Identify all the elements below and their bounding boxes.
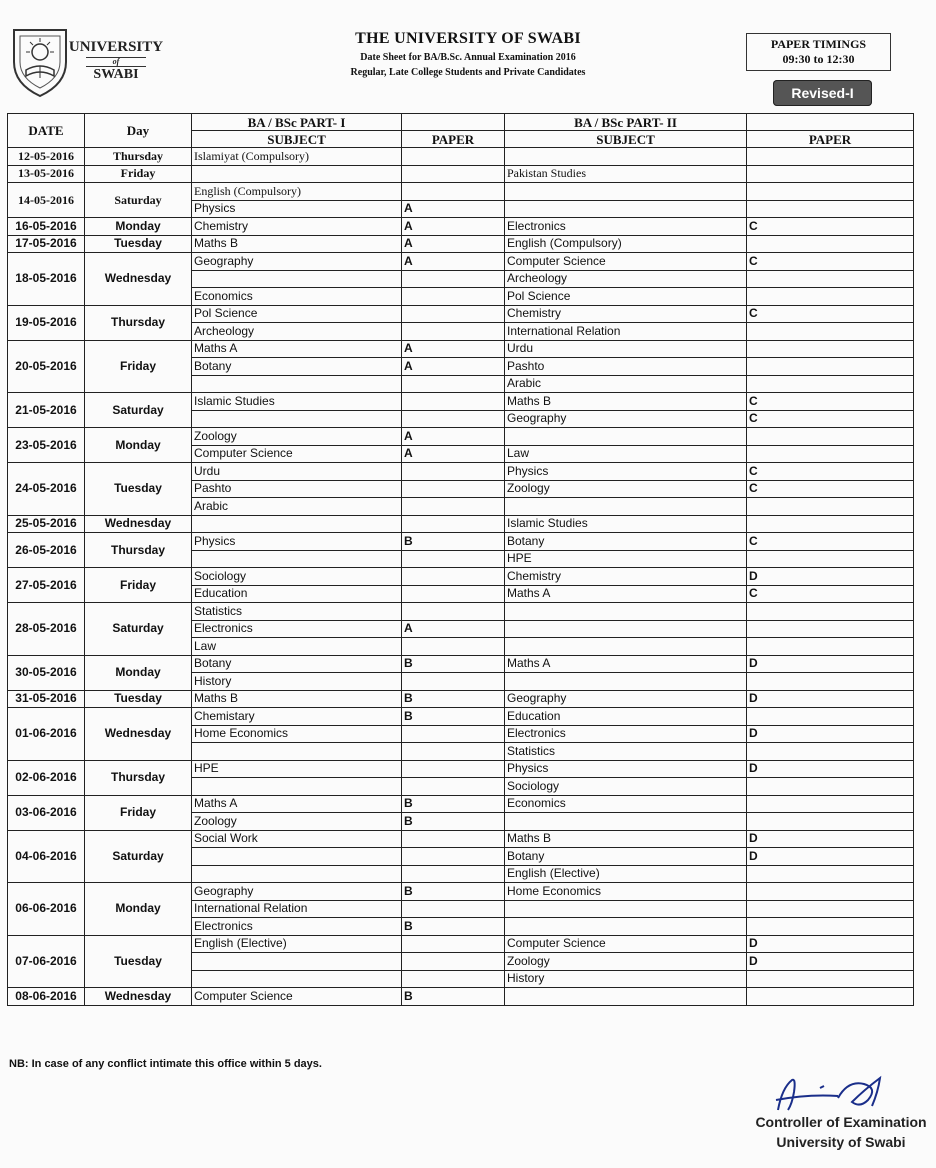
table-row — [8, 183, 914, 201]
part-2-subject-cell: Botany — [505, 533, 747, 551]
part-2-subject-cell: Electronics — [505, 218, 747, 236]
exam-day-cell: Wednesday — [85, 253, 192, 306]
part-2-paper-cell: D — [747, 830, 914, 848]
table-row — [8, 935, 914, 953]
exam-date-cell: 02-06-2016 — [8, 760, 85, 795]
part-1-paper-cell: A — [402, 340, 505, 358]
table-row — [8, 690, 914, 708]
logo-line-university: UNIVERSITY — [68, 39, 164, 55]
exam-date-cell: 13-05-2016 — [8, 165, 85, 183]
part-2-paper-cell — [747, 183, 914, 201]
part-1-paper-cell — [402, 323, 505, 341]
part-2-paper-cell — [747, 165, 914, 183]
part-2-subject-cell: Zoology — [505, 480, 747, 498]
part-1-paper-cell: A — [402, 620, 505, 638]
part-1-subject-cell: Zoology — [192, 428, 402, 446]
part-2-subject-cell: Physics — [505, 463, 747, 481]
part-2-paper-cell — [747, 918, 914, 936]
part-1-subject-cell — [192, 165, 402, 183]
exam-day-cell: Tuesday — [85, 235, 192, 253]
part-2-subject-cell — [505, 988, 747, 1006]
part-1-subject-cell: Law — [192, 638, 402, 656]
header-part-1-paper-top — [402, 114, 505, 131]
part-2-paper-cell: D — [747, 725, 914, 743]
part-1-subject-cell: Statistics — [192, 603, 402, 621]
part-2-subject-cell — [505, 498, 747, 516]
part-2-paper-cell: C — [747, 585, 914, 603]
part-2-subject-cell: Maths A — [505, 585, 747, 603]
part-1-paper-cell — [402, 865, 505, 883]
part-2-subject-cell: Statistics — [505, 743, 747, 761]
part-2-paper-cell: D — [747, 568, 914, 586]
part-2-subject-cell: Computer Science — [505, 935, 747, 953]
part-2-subject-cell: Botany — [505, 848, 747, 866]
exam-day-cell: Saturday — [85, 393, 192, 428]
exam-date-cell: 04-06-2016 — [8, 830, 85, 883]
part-1-subject-cell: Pol Science — [192, 305, 402, 323]
part-2-subject-cell — [505, 673, 747, 691]
header-part-2: BA / BSc PART- II — [505, 114, 747, 131]
exam-day-cell: Tuesday — [85, 463, 192, 516]
part-1-subject-cell: Urdu — [192, 463, 402, 481]
exam-day-cell: Tuesday — [85, 935, 192, 988]
header-day: Day — [85, 114, 192, 148]
part-1-paper-cell — [402, 270, 505, 288]
part-2-subject-cell: English (Elective) — [505, 865, 747, 883]
part-2-subject-cell: International Relation — [505, 323, 747, 341]
part-2-paper-cell: D — [747, 935, 914, 953]
table-row — [8, 428, 914, 446]
table-row — [8, 568, 914, 586]
part-1-paper-cell: A — [402, 218, 505, 236]
header-part-1: BA / BSc PART- I — [192, 114, 402, 131]
header-part-1-paper: PAPER — [402, 131, 505, 148]
part-2-subject-cell — [505, 813, 747, 831]
part-1-paper-cell — [402, 515, 505, 533]
part-2-subject-cell — [505, 638, 747, 656]
part-2-paper-cell — [747, 813, 914, 831]
part-1-subject-cell — [192, 953, 402, 971]
part-2-paper-cell: C — [747, 218, 914, 236]
header-date: DATE — [8, 114, 85, 148]
part-2-paper-cell — [747, 988, 914, 1006]
part-1-paper-cell — [402, 585, 505, 603]
table-row — [8, 760, 914, 778]
part-1-subject-cell — [192, 970, 402, 988]
part-1-subject-cell: Electronics — [192, 620, 402, 638]
part-2-subject-cell — [505, 918, 747, 936]
part-2-subject-cell: Chemistry — [505, 568, 747, 586]
exam-date-cell: 24-05-2016 — [8, 463, 85, 516]
part-2-paper-cell — [747, 288, 914, 306]
part-1-paper-cell — [402, 410, 505, 428]
part-2-paper-cell — [747, 883, 914, 901]
part-2-subject-cell: Pol Science — [505, 288, 747, 306]
part-1-paper-cell — [402, 550, 505, 568]
part-1-paper-cell: A — [402, 445, 505, 463]
university-seal-icon — [8, 22, 72, 98]
part-2-paper-cell — [747, 428, 914, 446]
part-2-paper-cell — [747, 778, 914, 796]
part-1-paper-cell — [402, 725, 505, 743]
part-2-subject-cell: Pakistan Studies — [505, 165, 747, 183]
part-1-paper-cell: A — [402, 235, 505, 253]
part-2-subject-cell: Arabic — [505, 375, 747, 393]
exam-date-cell: 18-05-2016 — [8, 253, 85, 306]
part-2-paper-cell — [747, 445, 914, 463]
part-2-subject-cell: Sociology — [505, 778, 747, 796]
part-2-paper-cell — [747, 515, 914, 533]
part-1-paper-cell — [402, 935, 505, 953]
part-2-paper-cell — [747, 200, 914, 218]
part-2-subject-cell: Geography — [505, 690, 747, 708]
part-1-paper-cell: B — [402, 690, 505, 708]
exam-day-cell: Monday — [85, 655, 192, 690]
part-1-paper-cell — [402, 830, 505, 848]
part-2-subject-cell: Economics — [505, 795, 747, 813]
exam-date-cell: 07-06-2016 — [8, 935, 85, 988]
logo-line-of: of — [86, 57, 146, 67]
table-row — [8, 463, 914, 481]
part-2-subject-cell: Islamic Studies — [505, 515, 747, 533]
part-1-paper-cell — [402, 673, 505, 691]
part-2-paper-cell — [747, 375, 914, 393]
part-1-paper-cell — [402, 288, 505, 306]
exam-day-cell: Friday — [85, 568, 192, 603]
header-part-2-subject: SUBJECT — [505, 131, 747, 148]
table-row — [8, 235, 914, 253]
table-row — [8, 533, 914, 551]
part-2-subject-cell: Maths B — [505, 830, 747, 848]
part-1-subject-cell: Islamiyat (Compulsory) — [192, 148, 402, 166]
exam-day-cell: Thursday — [85, 305, 192, 340]
exam-date-cell: 20-05-2016 — [8, 340, 85, 393]
exam-day-cell: Thursday — [85, 148, 192, 166]
part-2-paper-cell: C — [747, 393, 914, 411]
date-sheet-table — [7, 113, 914, 1006]
document-header — [296, 30, 640, 78]
exam-day-cell: Wednesday — [85, 515, 192, 533]
part-2-paper-cell — [747, 323, 914, 341]
part-2-paper-cell — [747, 620, 914, 638]
exam-date-cell: 06-06-2016 — [8, 883, 85, 936]
part-1-subject-cell: Pashto — [192, 480, 402, 498]
part-2-paper-cell — [747, 743, 914, 761]
part-2-paper-cell: C — [747, 533, 914, 551]
exam-date-cell: 30-05-2016 — [8, 655, 85, 690]
part-1-subject-cell: HPE — [192, 760, 402, 778]
part-2-subject-cell — [505, 900, 747, 918]
document-subtitle-candidates: Regular, Late College Students and Private Candidates — [350, 67, 586, 78]
table-row — [8, 148, 914, 166]
exam-day-cell: Wednesday — [85, 708, 192, 761]
part-1-subject-cell: Physics — [192, 200, 402, 218]
part-2-paper-cell — [747, 673, 914, 691]
exam-date-cell: 08-06-2016 — [8, 988, 85, 1006]
header-part-1-subject: SUBJECT — [192, 131, 402, 148]
part-1-subject-cell — [192, 743, 402, 761]
part-2-paper-cell — [747, 358, 914, 376]
part-1-paper-cell — [402, 603, 505, 621]
signatory-institution: University of Swabi — [776, 1134, 906, 1150]
exam-day-cell: Friday — [85, 165, 192, 183]
part-1-paper-cell: B — [402, 988, 505, 1006]
part-2-subject-cell: Home Economics — [505, 883, 747, 901]
part-1-subject-cell — [192, 865, 402, 883]
part-1-subject-cell: Chemistry — [192, 218, 402, 236]
part-2-paper-cell — [747, 970, 914, 988]
part-2-paper-cell: C — [747, 410, 914, 428]
part-2-subject-cell — [505, 620, 747, 638]
exam-date-cell: 23-05-2016 — [8, 428, 85, 463]
exam-day-cell: Saturday — [85, 183, 192, 218]
part-1-paper-cell: A — [402, 253, 505, 271]
part-2-subject-cell: Physics — [505, 760, 747, 778]
part-1-subject-cell — [192, 550, 402, 568]
exam-day-cell: Tuesday — [85, 690, 192, 708]
part-2-subject-cell: Archeology — [505, 270, 747, 288]
part-1-paper-cell — [402, 183, 505, 201]
part-2-paper-cell — [747, 603, 914, 621]
exam-date-cell: 26-05-2016 — [8, 533, 85, 568]
part-2-paper-cell: C — [747, 480, 914, 498]
part-1-subject-cell: English (Elective) — [192, 935, 402, 953]
part-1-subject-cell: International Relation — [192, 900, 402, 918]
table-body — [8, 148, 914, 1006]
part-1-subject-cell: Maths B — [192, 690, 402, 708]
exam-day-cell: Friday — [85, 795, 192, 830]
part-2-paper-cell — [747, 638, 914, 656]
part-1-subject-cell: Maths B — [192, 235, 402, 253]
part-1-subject-cell — [192, 410, 402, 428]
paper-timings-box — [746, 33, 891, 71]
part-2-subject-cell — [505, 603, 747, 621]
exam-date-cell: 12-05-2016 — [8, 148, 85, 166]
part-1-paper-cell — [402, 463, 505, 481]
part-2-paper-cell: D — [747, 760, 914, 778]
part-1-paper-cell — [402, 393, 505, 411]
table-row — [8, 988, 914, 1006]
part-1-paper-cell — [402, 375, 505, 393]
university-logo — [8, 22, 164, 98]
exam-day-cell: Thursday — [85, 533, 192, 568]
part-1-subject-cell: Archeology — [192, 323, 402, 341]
table-row — [8, 305, 914, 323]
exam-date-cell: 16-05-2016 — [8, 218, 85, 236]
exam-date-cell: 17-05-2016 — [8, 235, 85, 253]
table-header — [8, 114, 914, 148]
part-1-subject-cell: Home Economics — [192, 725, 402, 743]
part-1-subject-cell: History — [192, 673, 402, 691]
part-2-paper-cell — [747, 270, 914, 288]
part-1-subject-cell: Computer Science — [192, 445, 402, 463]
part-1-paper-cell — [402, 568, 505, 586]
part-2-paper-cell: D — [747, 848, 914, 866]
exam-date-cell: 31-05-2016 — [8, 690, 85, 708]
part-1-subject-cell: Arabic — [192, 498, 402, 516]
part-1-paper-cell — [402, 848, 505, 866]
table-row — [8, 515, 914, 533]
part-2-subject-cell: Maths B — [505, 393, 747, 411]
part-1-subject-cell: Education — [192, 585, 402, 603]
part-2-subject-cell: Maths A — [505, 655, 747, 673]
part-1-subject-cell: Geography — [192, 883, 402, 901]
exam-day-cell: Saturday — [85, 603, 192, 656]
exam-date-cell: 28-05-2016 — [8, 603, 85, 656]
part-2-paper-cell — [747, 900, 914, 918]
part-2-subject-cell: Computer Science — [505, 253, 747, 271]
table-row — [8, 830, 914, 848]
part-1-paper-cell: B — [402, 795, 505, 813]
part-1-paper-cell — [402, 305, 505, 323]
paper-timings-value: 09:30 to 12:30 — [782, 52, 855, 66]
signatory-title: Controller of Examination — [755, 1114, 927, 1130]
part-1-subject-cell: Computer Science — [192, 988, 402, 1006]
part-1-paper-cell — [402, 165, 505, 183]
part-2-subject-cell: Law — [505, 445, 747, 463]
part-1-subject-cell: English (Compulsory) — [192, 183, 402, 201]
table-row — [8, 655, 914, 673]
part-1-paper-cell: A — [402, 200, 505, 218]
part-1-paper-cell: A — [402, 428, 505, 446]
table-row — [8, 393, 914, 411]
revised-badge: Revised-I — [773, 80, 872, 106]
part-1-paper-cell: B — [402, 708, 505, 726]
table-row — [8, 218, 914, 236]
header-part-2-paper-top — [747, 114, 914, 131]
exam-date-cell: 21-05-2016 — [8, 393, 85, 428]
part-2-paper-cell: C — [747, 463, 914, 481]
logo-line-swabi: SWABI — [93, 67, 139, 83]
part-2-paper-cell — [747, 340, 914, 358]
exam-date-cell: 25-05-2016 — [8, 515, 85, 533]
part-1-subject-cell: Geography — [192, 253, 402, 271]
part-1-paper-cell — [402, 148, 505, 166]
part-1-paper-cell — [402, 498, 505, 516]
part-1-subject-cell: Physics — [192, 533, 402, 551]
exam-date-cell: 03-06-2016 — [8, 795, 85, 830]
part-1-paper-cell — [402, 953, 505, 971]
part-1-paper-cell: B — [402, 655, 505, 673]
part-2-subject-cell: Education — [505, 708, 747, 726]
exam-day-cell: Wednesday — [85, 988, 192, 1006]
exam-day-cell: Monday — [85, 428, 192, 463]
part-2-subject-cell: HPE — [505, 550, 747, 568]
exam-date-cell: 01-06-2016 — [8, 708, 85, 761]
exam-date-cell: 14-05-2016 — [8, 183, 85, 218]
part-2-subject-cell: History — [505, 970, 747, 988]
part-1-paper-cell — [402, 760, 505, 778]
table-row — [8, 253, 914, 271]
part-1-subject-cell: Chemistary — [192, 708, 402, 726]
signature-icon — [768, 1070, 898, 1116]
paper-timings-label: PAPER TIMINGS — [770, 37, 867, 51]
part-1-subject-cell: Electronics — [192, 918, 402, 936]
part-2-subject-cell: Geography — [505, 410, 747, 428]
part-1-subject-cell — [192, 848, 402, 866]
part-2-subject-cell: Zoology — [505, 953, 747, 971]
part-1-paper-cell: B — [402, 813, 505, 831]
table-row — [8, 708, 914, 726]
signatory-block — [748, 1112, 934, 1152]
header-part-2-paper: PAPER — [747, 131, 914, 148]
part-1-paper-cell — [402, 743, 505, 761]
table-row — [8, 883, 914, 901]
part-1-subject-cell: Maths A — [192, 340, 402, 358]
part-2-paper-cell — [747, 148, 914, 166]
part-2-subject-cell — [505, 200, 747, 218]
part-1-paper-cell: B — [402, 883, 505, 901]
part-1-subject-cell — [192, 375, 402, 393]
part-1-subject-cell: Botany — [192, 358, 402, 376]
part-1-paper-cell: A — [402, 358, 505, 376]
part-1-paper-cell: B — [402, 918, 505, 936]
part-2-subject-cell: Pashto — [505, 358, 747, 376]
part-1-paper-cell: B — [402, 533, 505, 551]
part-2-subject-cell: English (Compulsory) — [505, 235, 747, 253]
exam-date-cell: 27-05-2016 — [8, 568, 85, 603]
table-row — [8, 165, 914, 183]
part-1-subject-cell — [192, 515, 402, 533]
part-2-paper-cell: D — [747, 655, 914, 673]
part-1-subject-cell: Zoology — [192, 813, 402, 831]
part-1-subject-cell: Botany — [192, 655, 402, 673]
exam-day-cell: Monday — [85, 883, 192, 936]
part-2-paper-cell: C — [747, 305, 914, 323]
part-2-paper-cell — [747, 708, 914, 726]
part-2-paper-cell — [747, 865, 914, 883]
table-row — [8, 795, 914, 813]
part-2-paper-cell: D — [747, 690, 914, 708]
part-1-paper-cell — [402, 970, 505, 988]
part-2-paper-cell: D — [747, 953, 914, 971]
part-2-subject-cell: Urdu — [505, 340, 747, 358]
part-2-subject-cell: Chemistry — [505, 305, 747, 323]
part-1-paper-cell — [402, 638, 505, 656]
part-2-paper-cell — [747, 235, 914, 253]
part-1-subject-cell: Social Work — [192, 830, 402, 848]
part-1-subject-cell: Islamic Studies — [192, 393, 402, 411]
part-2-subject-cell — [505, 148, 747, 166]
part-1-paper-cell — [402, 900, 505, 918]
part-1-subject-cell — [192, 778, 402, 796]
part-1-paper-cell — [402, 778, 505, 796]
part-2-subject-cell — [505, 428, 747, 446]
footer-note: NB: In case of any conflict intimate this office within 5 days. — [9, 1058, 322, 1070]
part-1-subject-cell — [192, 270, 402, 288]
document-title: THE UNIVERSITY OF SWABI — [355, 30, 581, 47]
document-subtitle-exam: Date Sheet for BA/B.Sc. Annual Examination 2016 — [360, 52, 576, 63]
part-2-subject-cell: Electronics — [505, 725, 747, 743]
table-row — [8, 603, 914, 621]
exam-day-cell: Saturday — [85, 830, 192, 883]
exam-day-cell: Thursday — [85, 760, 192, 795]
exam-day-cell: Friday — [85, 340, 192, 393]
part-2-paper-cell: C — [747, 253, 914, 271]
part-2-paper-cell — [747, 498, 914, 516]
table-row — [8, 340, 914, 358]
part-1-paper-cell — [402, 480, 505, 498]
part-1-subject-cell: Economics — [192, 288, 402, 306]
part-2-paper-cell — [747, 795, 914, 813]
part-2-paper-cell — [747, 550, 914, 568]
part-2-subject-cell — [505, 183, 747, 201]
exam-date-cell: 19-05-2016 — [8, 305, 85, 340]
exam-day-cell: Monday — [85, 218, 192, 236]
part-1-subject-cell: Sociology — [192, 568, 402, 586]
part-1-subject-cell: Maths A — [192, 795, 402, 813]
